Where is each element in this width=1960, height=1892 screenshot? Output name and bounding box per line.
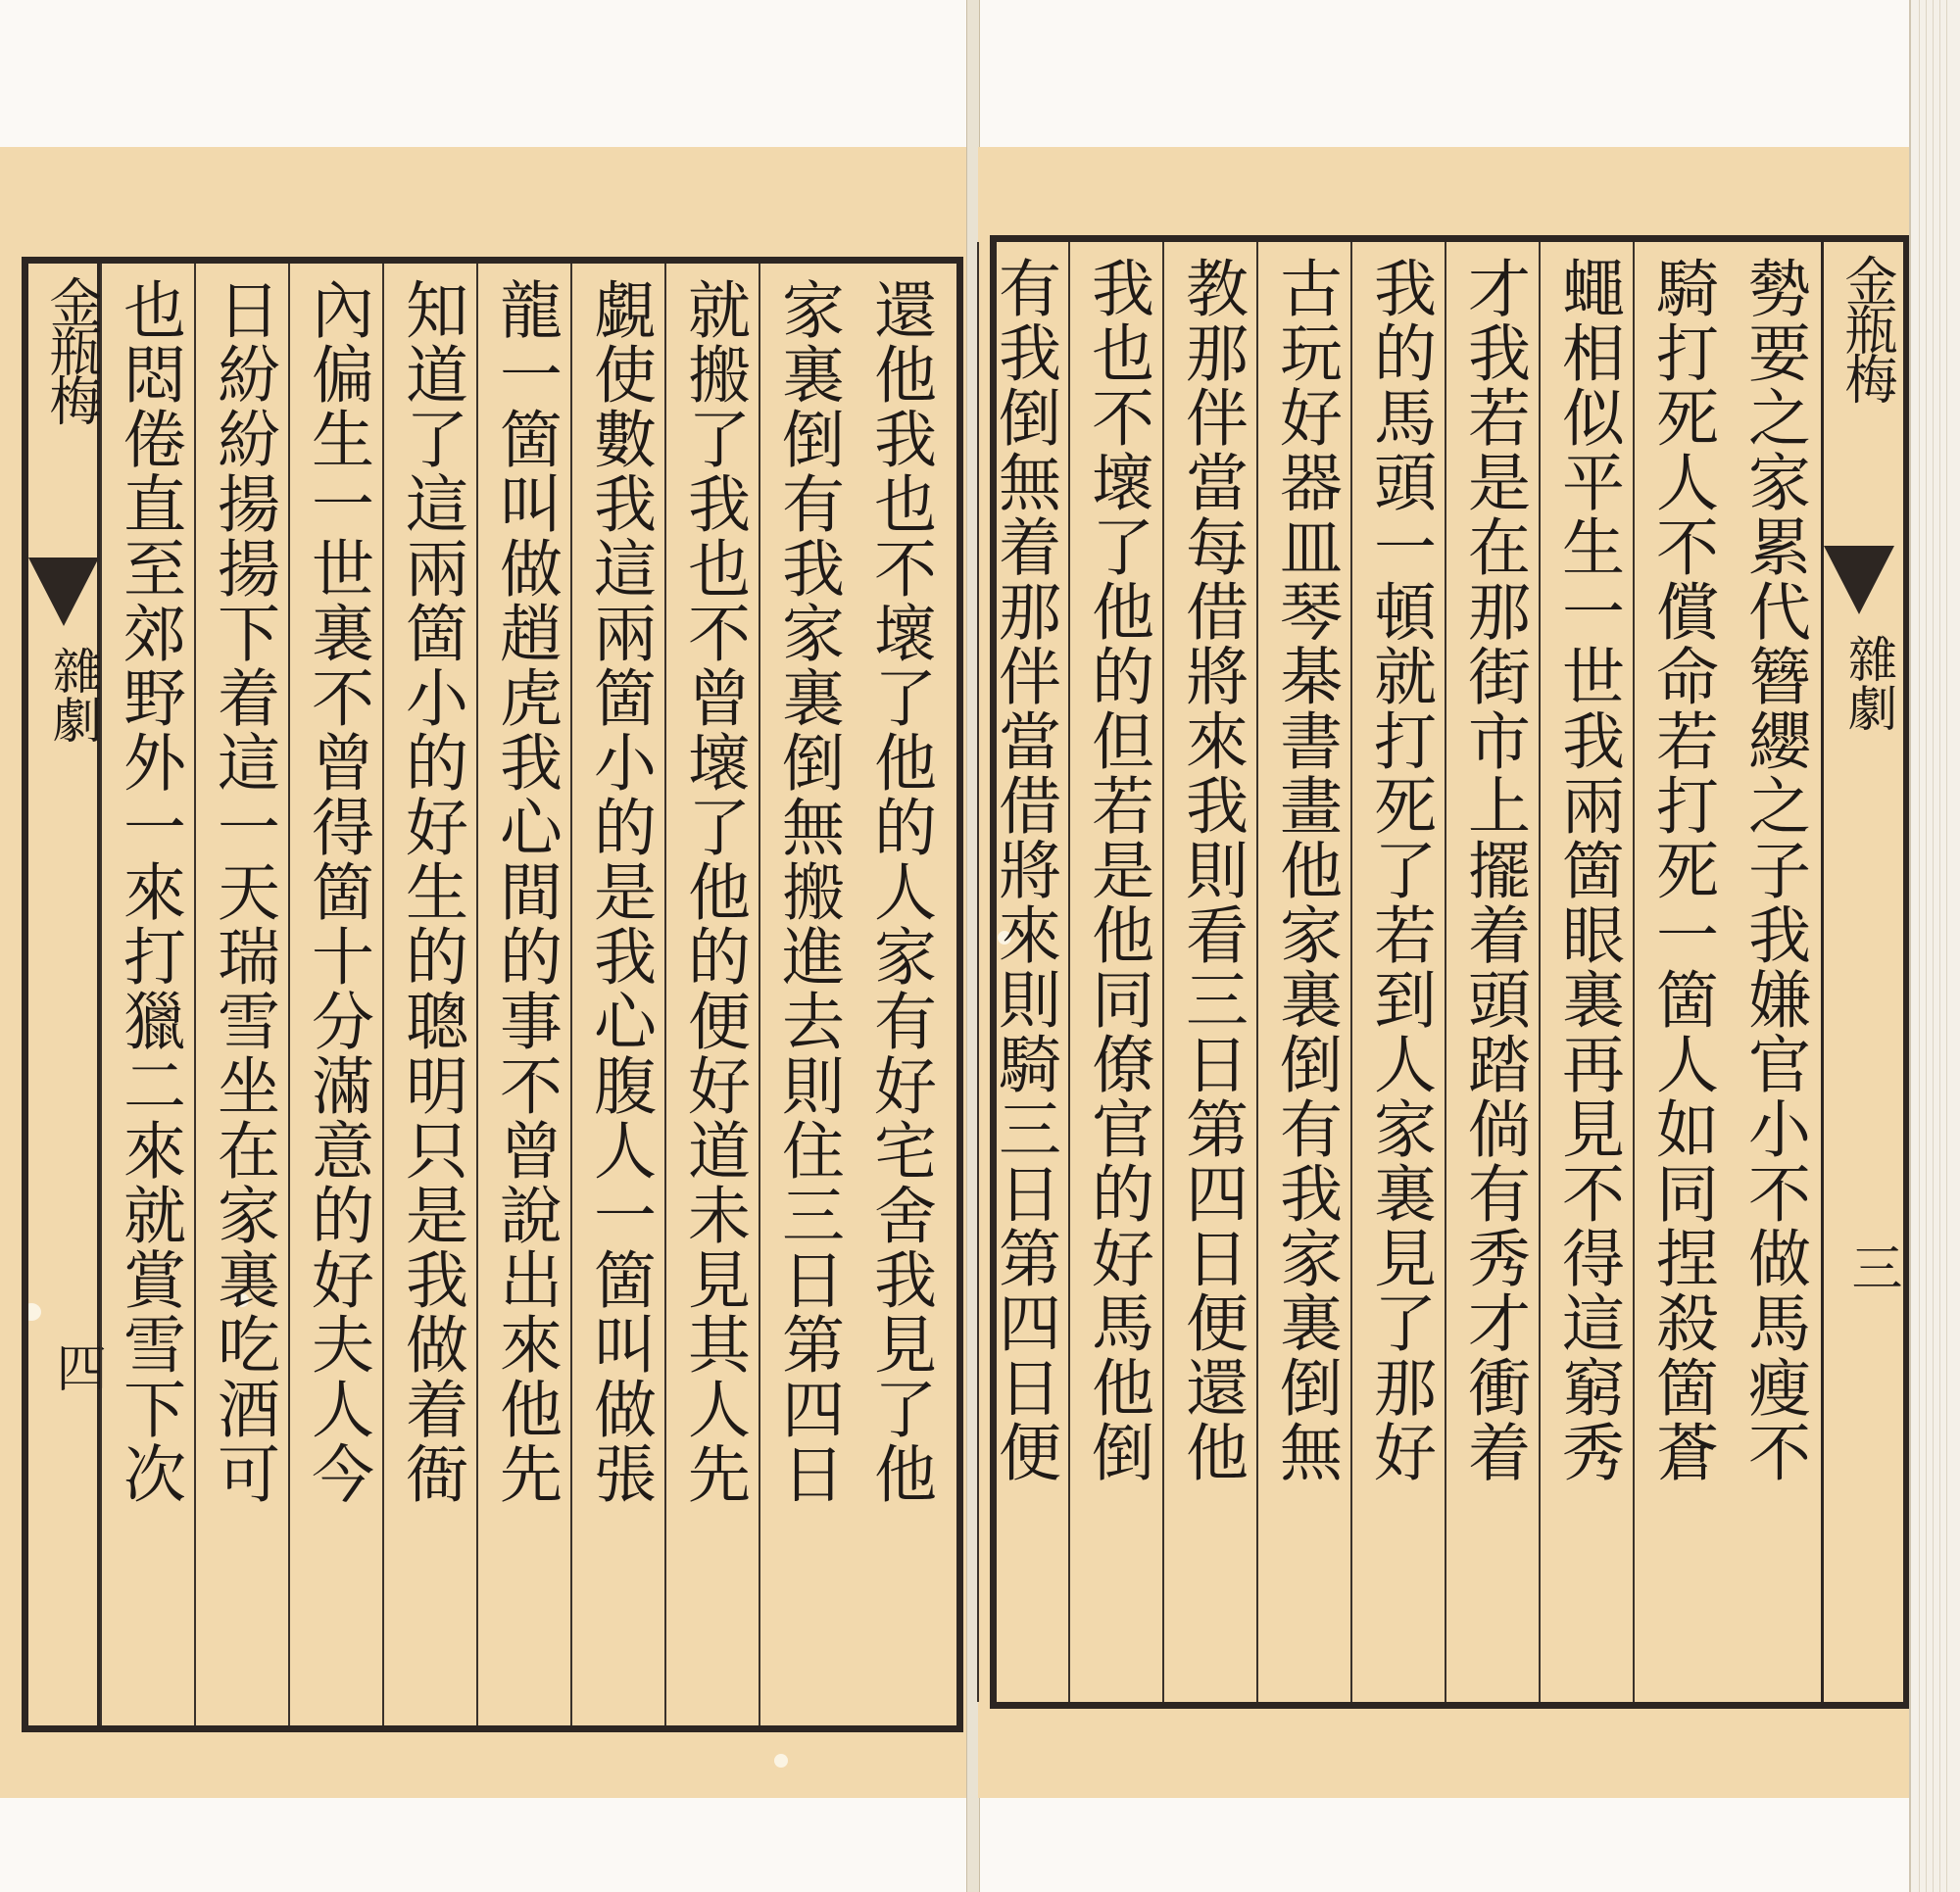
text-column — [1162, 242, 1256, 1702]
paper-spot — [774, 1754, 788, 1768]
column-text: 就搬了我也不曾壞了他的便好道未見其人先 — [677, 277, 750, 1506]
column-text: 也悶倦直至郊野外一來打獵二來就賞雪下次 — [113, 277, 185, 1506]
text-column — [759, 264, 853, 1725]
column-text: 教那伴當每借將來我則看三日第四日便還他 — [1175, 256, 1248, 1484]
text-column — [977, 242, 1068, 1702]
page-top-margin — [0, 0, 1960, 147]
text-column — [1445, 242, 1539, 1702]
column-text: 日紛紛揚揚下着這一天瑞雪坐在家裏吃酒可 — [207, 277, 279, 1506]
text-column — [100, 264, 194, 1725]
left-margin-section: 雜劇 — [45, 646, 102, 744]
text-column — [1633, 242, 1727, 1702]
fish-tail-mark — [28, 558, 99, 626]
column-text: 龍一箇叫做趙虎我心間的事不曾說出來他先 — [489, 277, 562, 1506]
column-text: 古玩好器皿琴棊書畫他家裏倒有我家裏倒無 — [1269, 256, 1342, 1484]
text-column — [382, 264, 476, 1725]
right-margin-title: 金瓶梅 — [1837, 254, 1898, 401]
fish-tail-mark — [1824, 546, 1894, 614]
text-column — [853, 264, 947, 1725]
column-text: 內偏生一世裏不曾得箇十分滿意的好夫人今 — [301, 277, 373, 1506]
right-margin-section: 雜劇 — [1840, 634, 1897, 732]
text-column — [664, 264, 759, 1725]
text-column — [476, 264, 570, 1725]
text-column — [1350, 242, 1445, 1702]
text-column — [1727, 242, 1821, 1702]
right-page-margin-column — [1821, 242, 1901, 1702]
left-page-margin-column — [28, 264, 106, 1725]
column-text: 才我若是在那街市上擺着頭踏倘有秀才衝着 — [1457, 256, 1530, 1484]
column-text: 覷使數我這兩箇小的是我心腹人一箇叫做張 — [583, 277, 656, 1506]
column-text: 家裏倒有我家裏倒無搬進去則住三日第四日 — [771, 277, 844, 1506]
left-margin-page-number: 四 — [47, 1341, 106, 1392]
fore-edge-page-lines — [1913, 0, 1952, 1892]
left-page-frame — [22, 257, 963, 1732]
text-column — [288, 264, 382, 1725]
text-column — [194, 264, 288, 1725]
column-text: 知道了這兩箇小的好生的聰明只是我做着衙 — [395, 277, 467, 1506]
text-column — [1068, 242, 1162, 1702]
column-text: 我也不壞了他的但若是他同僚官的好馬他倒 — [1081, 256, 1153, 1484]
right-page-frame — [990, 235, 1910, 1709]
text-column — [1256, 242, 1350, 1702]
text-column — [1539, 242, 1633, 1702]
column-text: 還他我也不壞了他的人家有好宅舍我見了他 — [863, 277, 936, 1506]
column-text: 騎打死人不償命若打死一箇人如同捏殺箇蒼 — [1645, 256, 1718, 1484]
text-column — [570, 264, 664, 1725]
left-margin-title: 金瓶梅 — [41, 275, 103, 422]
column-text: 勢要之家累代簪纓之子我嫌官小不做馬瘦不 — [1738, 256, 1810, 1484]
column-text: 有我倒無着那伴當借將來則騎三日第四日便 — [988, 256, 1060, 1484]
right-margin-page-number: 三 — [1842, 1241, 1901, 1292]
page-bottom-margin — [0, 1793, 1960, 1892]
column-text: 蠅相似平生一世我兩箇眼裏再見不得這窮秀 — [1551, 256, 1624, 1484]
column-text: 我的馬頭一頓就打死了若到人家裏見了那好 — [1363, 256, 1436, 1484]
